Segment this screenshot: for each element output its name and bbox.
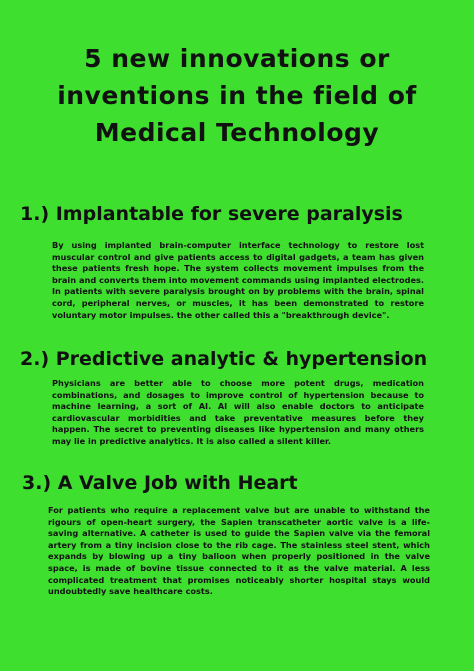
page-title bbox=[20, 40, 454, 151]
section-heading-predictive-analytic: 2.) Predictive analytic & hypertension bbox=[20, 348, 428, 370]
section-body-predictive-analytic: Physicians are better able to choose more potent drugs, medication combinations, and dosages to improve control of hypertension because to machine learning, a sort of AI. AI will also enable doctors to anticipate cardiovascular morbidities and take preventative measures before they happen. The secret to preventing diseases like hypertension and many others may lie in predictive analytics. It is also called a silent killer. bbox=[52, 378, 424, 446]
title-line-2: inventions in the field of bbox=[57, 81, 417, 110]
title-line-1: 5 new innovations or bbox=[84, 44, 390, 73]
section-heading-valve-job: 3.) A Valve Job with Heart bbox=[22, 472, 298, 494]
section-body-valve-job: For patients who require a replacement valve but are unable to withstand the rigours of open-heart surgery, the Sapien transcatheter aortic valve is a life-saving alternative. A catheter is used to guide the Sapien valve via the femoral artery from a tiny incision close to the rib cage. The stainless steel stent, which expands by blowing up a tiny balloon when properly positioned in the valve space, is made of bovine tissue connected to it as the valve material. A less complicated treatment that promises noticeably shorter hospital stays would undoubtedly save healthcare costs. bbox=[48, 505, 430, 597]
section-body-implantable: By using implanted brain-computer interface technology to restore lost muscular control and give patients access to digital gadgets, a team has given these patients fresh hope. The system collects movement impulses from the brain and converts them into movement commands using implanted electrodes. In patients with severe paralysis brought on by problems with the brain, spinal cord, peripheral nerves, or muscles, it has been demonstrated to restore voluntary motor impulses. the other called this a "breakthrough device". bbox=[52, 240, 424, 320]
section-heading-implantable: 1.) Implantable for severe paralysis bbox=[20, 203, 403, 225]
title-line-3: Medical Technology bbox=[94, 118, 380, 147]
